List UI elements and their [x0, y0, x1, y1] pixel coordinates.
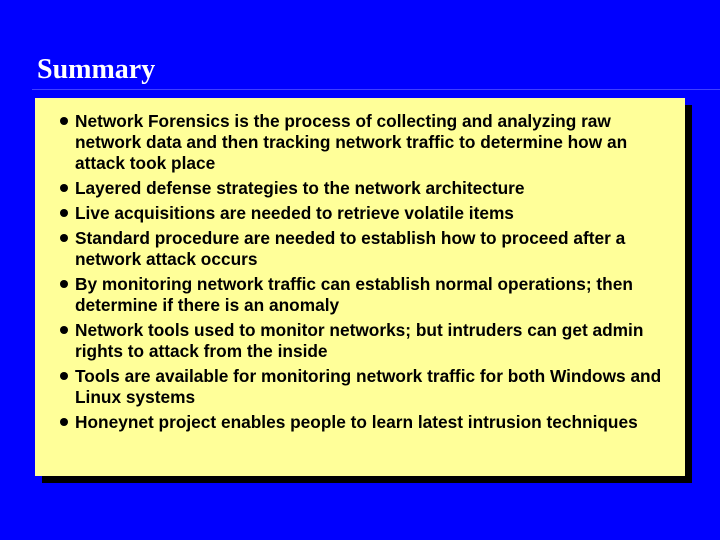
bullet-item	[35, 111, 685, 174]
content-panel	[35, 98, 685, 476]
bullet-text: Network tools used to monitor networks; but intruders can get admin rights to attack from the inside	[75, 320, 644, 361]
bullet-text: Standard procedure are needed to establish how to proceed after a network attack occurs	[75, 228, 626, 269]
bullet-text: Layered defense strategies to the network architecture	[75, 178, 525, 198]
bullet-item	[35, 203, 685, 224]
bullet-dot-icon	[60, 372, 68, 380]
bullet-dot-icon	[60, 117, 68, 125]
bullet-dot-icon	[60, 326, 68, 334]
bullet-item	[35, 412, 685, 433]
bullet-dot-icon	[60, 209, 68, 217]
bullet-text: By monitoring network traffic can establish normal operations; then determine if there is an anomaly	[75, 274, 633, 315]
bullet-text: Honeynet project enables people to learn latest intrusion techniques	[75, 412, 638, 432]
title-divider	[32, 89, 720, 90]
slide-title: Summary	[37, 54, 156, 85]
bullet-item	[35, 228, 685, 270]
bullet-text: Tools are available for monitoring network traffic for both Windows and Linux systems	[75, 366, 662, 407]
bullet-dot-icon	[60, 418, 68, 426]
bullet-dot-icon	[60, 234, 68, 242]
bullet-dot-icon	[60, 184, 68, 192]
bullet-item	[35, 274, 685, 316]
bullet-text: Live acquisitions are needed to retrieve volatile items	[75, 203, 514, 223]
bullet-item	[35, 178, 685, 199]
bullet-list	[35, 98, 685, 433]
bullet-text: Network Forensics is the process of collecting and analyzing raw network data and then tracking network traffic to determine how an attack took place	[75, 111, 628, 173]
bullet-item	[35, 320, 685, 362]
bullet-dot-icon	[60, 280, 68, 288]
bullet-item	[35, 366, 685, 408]
